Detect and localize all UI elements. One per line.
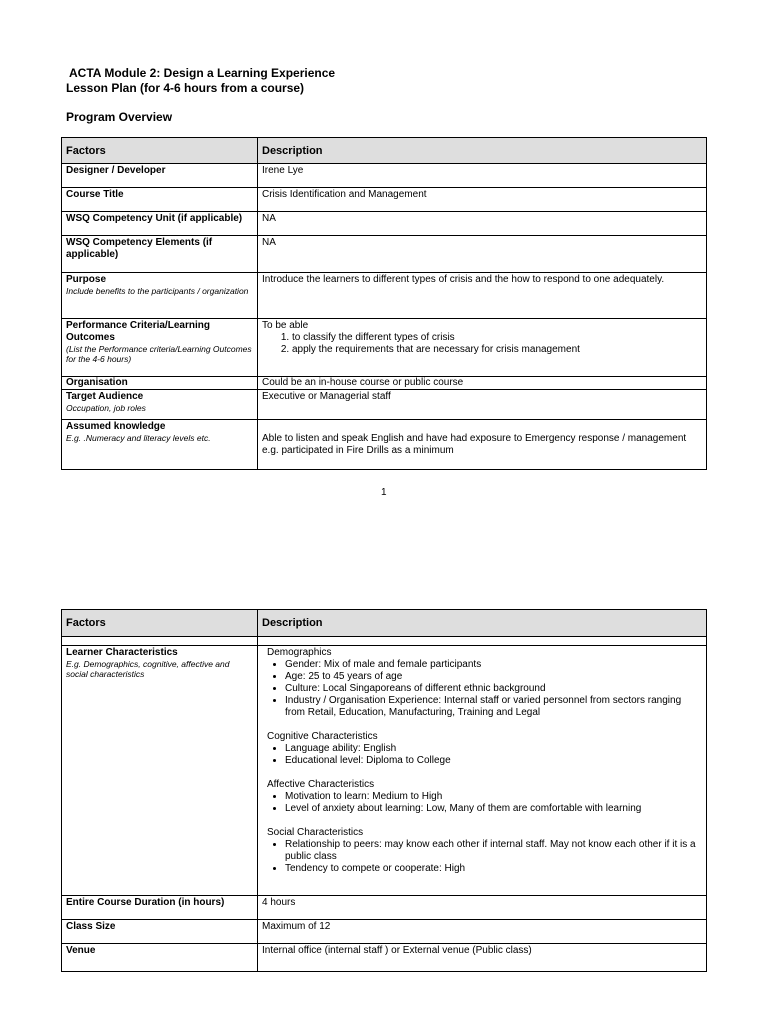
table-row [62, 273, 707, 319]
col-factors-header: Factors [62, 138, 258, 164]
group-title: Affective Characteristics [267, 779, 375, 790]
table-row [62, 377, 707, 390]
table-row [62, 420, 707, 470]
row-label: Designer / Developer [66, 165, 166, 176]
table-row-empty [62, 637, 707, 646]
page-number: 1 [381, 487, 387, 498]
list-item: • Tendency to compete or cooperate: High [285, 863, 702, 875]
outcomes-list [262, 332, 702, 356]
group-title: Social Characteristics [267, 827, 364, 838]
list-item: • Relationship to peers: may know each other if internal staff. May not know each other if it is a public class [285, 839, 702, 863]
characteristics-group [262, 647, 702, 719]
row-desc: Able to listen and speak English and have had exposure to Emergency response / management e.g. participated in Fire Drills as a minimum [258, 420, 707, 470]
row-label: Course Title [66, 189, 124, 200]
lesson-plan-title: Lesson Plan (for 4-6 hours from a course) [66, 81, 305, 95]
table-row [62, 944, 707, 972]
row-desc: Introduce the learners to different types of crisis and the how to respond to one adequately. [258, 273, 707, 319]
row-sublabel: Include benefits to the participants / organization [66, 286, 249, 296]
row-desc: Maximum of 12 [258, 920, 707, 944]
group-title: Cognitive Characteristics [267, 731, 378, 742]
table-header-row [62, 610, 707, 637]
row-desc: Irene Lye [258, 164, 707, 188]
row-desc: Executive or Managerial staff [258, 390, 707, 420]
learner-details-table [61, 609, 707, 972]
table-row [62, 212, 707, 236]
group-title: Demographics [267, 647, 332, 658]
table-row [62, 236, 707, 273]
row-label: Performance Criteria/Learning Outcomes [66, 320, 210, 343]
row-desc: To be able [262, 320, 309, 331]
col-description-header: Description [258, 138, 707, 164]
characteristics-group [262, 779, 702, 815]
row-label: Entire Course Duration (in hours) [66, 897, 225, 908]
row-label: Purpose [66, 274, 107, 285]
row-sublabel: Occupation, job roles [66, 403, 146, 413]
col-factors-header: Factors [62, 610, 258, 637]
table-row [62, 319, 707, 377]
list-item: • Culture: Local Singaporeans of different ethnic background [285, 683, 702, 695]
row-sublabel: (List the Performance criteria/Learning Outcomes for the 4-6 hours) [66, 344, 252, 364]
characteristics-group [262, 827, 702, 875]
row-desc: 4 hours [258, 896, 707, 920]
table-row [62, 920, 707, 944]
table-row [62, 390, 707, 420]
list-item: • Motivation to learn: Medium to High [285, 791, 702, 803]
program-overview-table [61, 137, 707, 470]
section-title: Program Overview [66, 110, 173, 124]
row-desc: NA [258, 212, 707, 236]
row-desc: Could be an in-house course or public course [258, 377, 707, 390]
table-row [62, 896, 707, 920]
row-label: WSQ Competency Unit (if applicable) [66, 213, 243, 224]
table-header-row [62, 138, 707, 164]
row-sublabel: E.g. .Numeracy and literacy levels etc. [66, 433, 211, 443]
list-item: • Industry / Organisation Experience: Internal staff or varied personnel from sectors ranging from Retail, Education, Manufacturing, Training and Legal [285, 695, 702, 719]
row-label: Target Audience [66, 391, 144, 402]
table-row [62, 188, 707, 212]
row-desc: NA [258, 236, 707, 273]
list-item: • Level of anxiety about learning: Low, Many of them are comfortable with learning [285, 803, 702, 815]
row-label: WSQ Competency Elements (if applicable) [66, 237, 213, 260]
row-desc: Internal office (internal staff ) or External venue (Public class) [258, 944, 707, 972]
module-title: ACTA Module 2: Design a Learning Experience [69, 66, 336, 80]
list-item: • Age: 25 to 45 years of age [285, 671, 702, 683]
row-label: Organisation [66, 377, 128, 388]
row-label: Venue [66, 945, 96, 956]
col-description-header: Description [258, 610, 707, 637]
list-item: 1. to classify the different types of crisis [292, 332, 702, 344]
list-item: • Gender: Mix of male and female participants [285, 659, 702, 671]
list-item: 2. apply the requirements that are necessary for crisis management [292, 344, 702, 356]
row-label: Assumed knowledge [66, 421, 166, 432]
list-item: • Educational level: Diploma to College [285, 755, 702, 767]
characteristics-group [262, 731, 702, 767]
row-label: Class Size [66, 921, 116, 932]
list-item: • Language ability: English [285, 743, 702, 755]
table-row [62, 164, 707, 188]
row-sublabel: E.g. Demographics, cognitive, affective and social characteristics [66, 659, 230, 679]
table-row [62, 646, 707, 896]
row-desc: Crisis Identification and Management [258, 188, 707, 212]
row-label: Learner Characteristics [66, 647, 178, 658]
